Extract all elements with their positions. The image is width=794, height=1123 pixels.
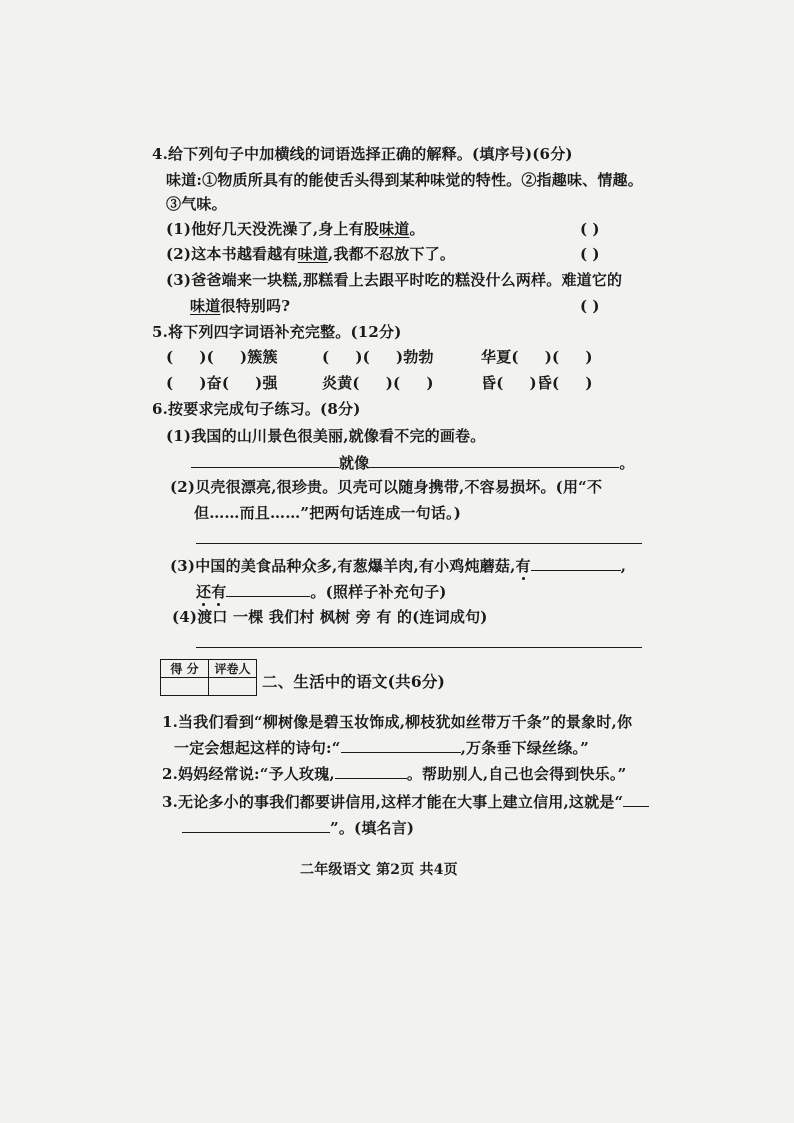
paren-close: ) — [199, 348, 207, 366]
q6-sentence-4: (4)渡口 一棵 我们村 枫树 旁 有 的(连词成句) — [172, 608, 488, 626]
p2q3-suffix: ”。(填名言) — [330, 819, 415, 837]
q5-item-6 — [481, 373, 593, 393]
grader-label: 评卷人 — [209, 660, 257, 678]
q6-s3-dotted-char-hai: 还 — [196, 583, 212, 601]
p2q1-line2 — [174, 738, 589, 758]
q6-s3-text: (3)中国的美食品种众多,有葱爆羊肉,有小鸡炖蘑菇, — [170, 557, 516, 575]
q6-title: 6.按要求完成句子练习。(8分) — [152, 400, 361, 418]
q6-s1-blank-1[interactable] — [191, 453, 339, 468]
p2q3-blank-1[interactable] — [623, 792, 649, 807]
p2q3-line1 — [162, 792, 649, 812]
paren-close: ) — [544, 348, 553, 366]
paren-close: ) — [395, 348, 404, 366]
q6-s1-answer-line — [191, 453, 635, 473]
paren-close: ) — [239, 348, 248, 366]
paren-open: ( — [166, 374, 174, 392]
p2q3-blank-2[interactable] — [182, 818, 330, 833]
paren-close: ) — [585, 374, 593, 392]
paren-open: ( — [393, 374, 401, 392]
q5-word-hun: 昏 — [481, 374, 497, 392]
q4-s3-end: 很特别吗? — [220, 297, 291, 315]
p2q1-prefix: 一定会想起这样的诗句:“ — [174, 739, 341, 757]
paren-open: ( — [552, 374, 560, 392]
q5-word-fen: 奋 — [206, 374, 222, 392]
q4-definition-line1: 味道:①物质所具有的能使舌头得到某种味觉的特性。②指趣味、情趣。 — [166, 171, 643, 189]
q6-s4-answer-line[interactable] — [196, 647, 642, 648]
paren-close: ) — [355, 348, 363, 366]
score-box — [160, 659, 257, 696]
q5-title: 5.将下列四字词语补充完整。(12分) — [152, 323, 402, 341]
q5-word-bobo: 勃勃 — [403, 348, 434, 366]
q6-s1-end: 。 — [619, 454, 635, 472]
q5-word-huaxia: 华夏 — [481, 348, 512, 366]
q6-sentence-2-line2: 但……而且……”把两句话连成一句话。) — [194, 504, 462, 522]
q5-item-5 — [322, 373, 434, 393]
grader-cell[interactable] — [209, 678, 257, 696]
q6-s3-dotted-char-you: 有 — [211, 583, 227, 601]
q5-word-yanhuang: 炎黄 — [322, 374, 353, 392]
paren-close: ) — [199, 374, 207, 392]
q5-word-cucu: 簇簇 — [247, 348, 278, 366]
q6-sentence-3-line1 — [170, 556, 626, 576]
paren-open: ( — [552, 348, 560, 366]
q4-sentence-2 — [166, 244, 455, 264]
paren-close: ) — [585, 348, 593, 366]
q6-sentence-1: (1)我国的山川景色很美丽,就像看不完的画卷。 — [166, 427, 486, 445]
p2q1-blank[interactable] — [341, 738, 461, 753]
q4-s1-underlined-word: 味道 — [379, 220, 410, 238]
q4-s3-underlined-word: 味道 — [190, 297, 221, 315]
q6-sentence-2-line1: (2)贝壳很漂亮,很珍贵。贝壳可以随身携带,不容易损坏。(用“不 — [170, 478, 603, 496]
score-label: 得 分 — [161, 660, 209, 678]
q6-s2-answer-line[interactable] — [196, 543, 642, 544]
p2q1-suffix: ,万条垂下绿丝绦。” — [460, 739, 589, 757]
paren-open: ( — [362, 348, 370, 366]
q4-s1-text: (1)他好几天没洗澡了,身上有股 — [166, 220, 380, 238]
q5-word-qiang: 强 — [262, 374, 278, 392]
paren-open: ( — [322, 348, 330, 366]
p2q1-line1: 1.当我们看到“柳树像是碧玉妆饰成,柳枝犹如丝带万千条”的景象时,你 — [162, 713, 633, 731]
q4-s1-end: 。 — [409, 220, 425, 238]
p2q2-prefix: 2.妈妈经常说:“予人玫瑰, — [162, 765, 335, 783]
q4-title: 4.给下列句子中加横线的词语选择正确的解释。(填序号)(6分) — [152, 145, 573, 163]
q4-sentence-3-line1: (3)爸爸端来一块糕,那糕看上去跟平时吃的糕没什么两样。难道它的 — [166, 271, 623, 289]
q6-s3-blank-2[interactable] — [226, 582, 310, 597]
q4-answer-paren-2[interactable]: ( ) — [580, 245, 600, 263]
q4-s2-underlined-word: 味道 — [297, 245, 329, 263]
p2q2-line — [162, 764, 626, 784]
p2q3-line2 — [182, 818, 414, 838]
paren-close: ) — [529, 374, 537, 392]
q4-answer-paren-3[interactable]: ( ) — [580, 297, 600, 315]
score-cell[interactable] — [161, 678, 209, 696]
q6-s3-dotted-char: 有 — [515, 557, 531, 575]
paren-open: ( — [352, 374, 360, 392]
paren-close: ) — [426, 374, 434, 392]
q5-item-3 — [481, 347, 593, 367]
q6-sentence-3-line2 — [196, 582, 447, 602]
q4-definition-line2: ③气味。 — [166, 195, 227, 213]
q4-s2-end: ,我都不忍放下了。 — [328, 245, 456, 263]
page-footer: 二年级语文 第2页 共4页 — [300, 862, 458, 878]
p2q3-text: 3.无论多小的事我们都要讲信用,这样才能在大事上建立信用,这就是“ — [162, 793, 624, 811]
q5-word-hun: 昏 — [536, 374, 553, 392]
part2-title: 二、生活中的语文(共6分) — [262, 672, 446, 691]
paren-open: ( — [206, 348, 214, 366]
q5-item-2 — [322, 347, 434, 367]
q5-row-1 — [166, 347, 278, 367]
q6-s3-blank-1[interactable] — [531, 556, 621, 571]
q4-answer-paren-1[interactable]: ( ) — [580, 220, 600, 238]
p2q2-suffix: 。帮助别人,自己也会得到快乐。” — [406, 765, 627, 783]
q6-s3-comma: , — [620, 557, 627, 575]
paren-open: ( — [221, 374, 230, 392]
q4-sentence-1 — [166, 219, 425, 239]
q5-item-4 — [166, 373, 278, 393]
paren-open: ( — [511, 348, 519, 366]
q4-s2-text: (2)这本书越看越有 — [166, 245, 298, 263]
paren-close: ) — [255, 374, 263, 392]
paren-open: ( — [496, 374, 504, 392]
q6-s1-jiuxiang: 就像 — [339, 454, 370, 472]
p2q2-blank[interactable] — [335, 764, 407, 779]
paren-open: ( — [166, 348, 174, 366]
q6-s1-blank-2[interactable] — [369, 453, 619, 468]
paren-close: ) — [385, 374, 394, 392]
q4-sentence-3-line2 — [190, 296, 290, 316]
q6-s3-instruction: 。(照样子补充句子) — [310, 583, 447, 601]
